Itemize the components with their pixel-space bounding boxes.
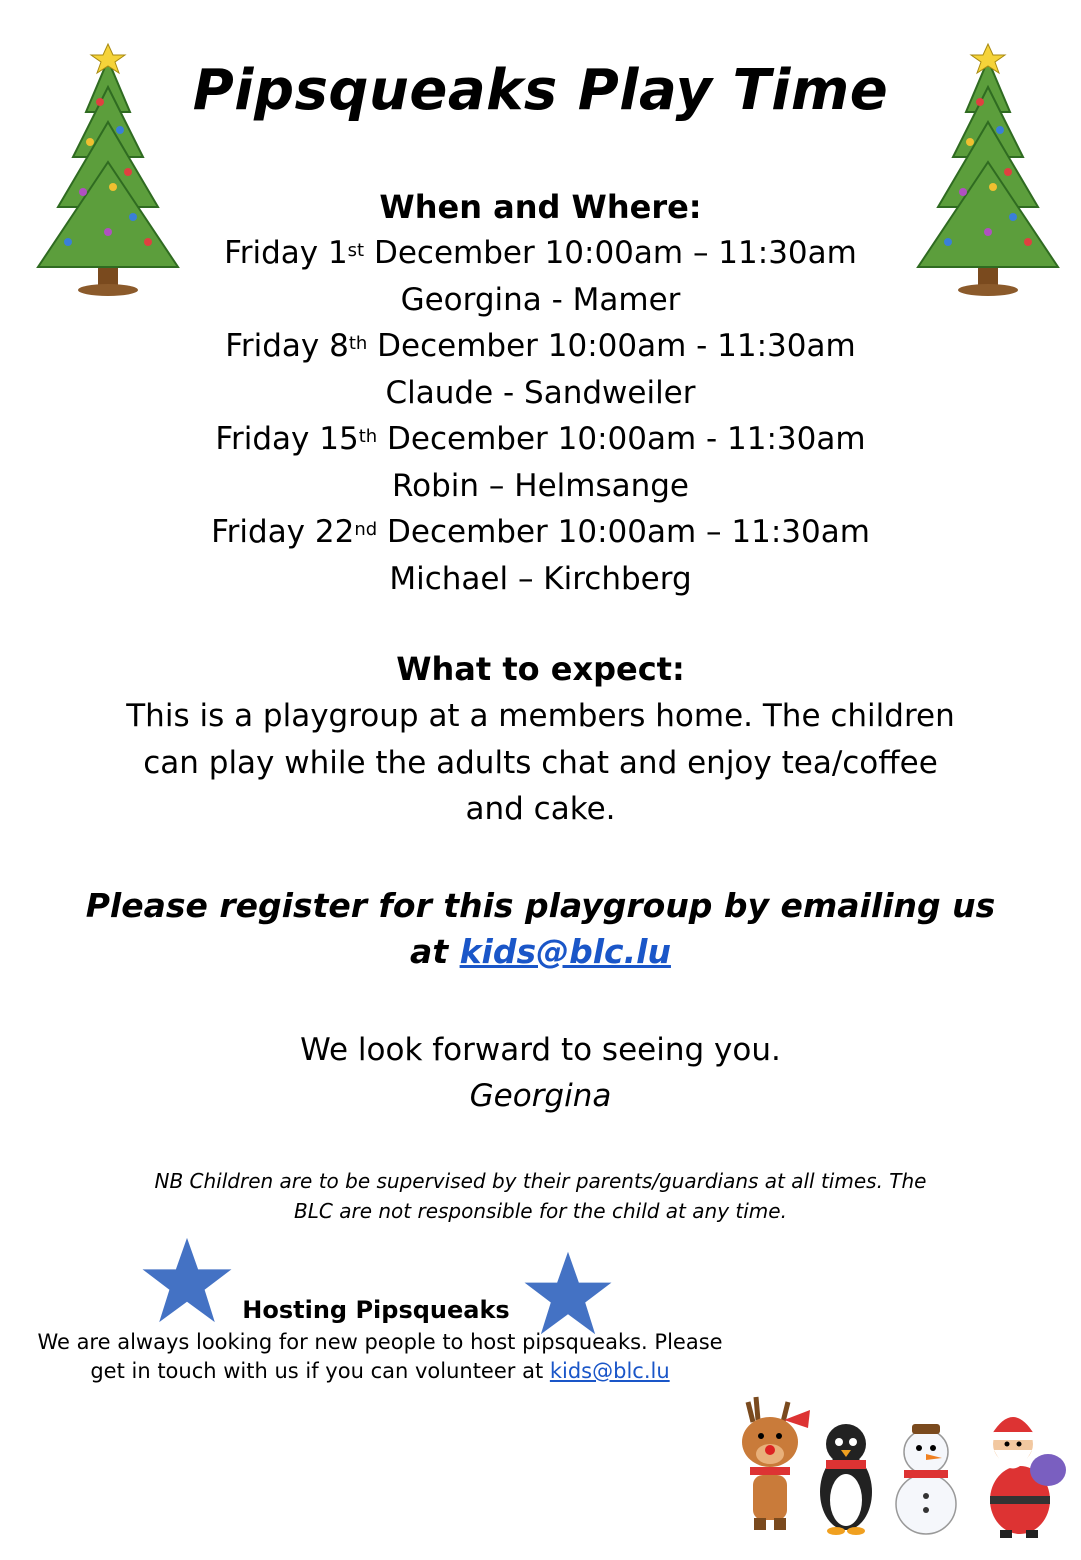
christmas-characters-image: [728, 1392, 1068, 1542]
hosting-heading: Hosting Pipsqueaks: [242, 1296, 510, 1324]
register-line: at kids@blc.lu: [410, 932, 671, 971]
register-note: [0, 883, 1081, 975]
nb-disclaimer: [0, 1166, 1081, 1226]
reindeer-icon: [742, 1397, 810, 1530]
when-where-heading: When and Where:: [379, 188, 702, 226]
session-date: Friday 15th December 10:00am - 11:30am: [215, 421, 866, 457]
session-host: Claude - Sandweiler: [385, 374, 696, 411]
signature: Georgina: [469, 1078, 612, 1114]
register-email-link[interactable]: kids@blc.lu: [459, 932, 671, 971]
santa-icon: [990, 1417, 1066, 1538]
snowman-icon: [896, 1424, 956, 1534]
session-date: Friday 1st December 10:00am – 11:30am: [224, 235, 857, 271]
schedule-list: [0, 230, 1081, 602]
expect-body: [0, 693, 1081, 833]
expect-line: This is a playgroup at a members home. The children: [126, 698, 955, 734]
expect-line: can play while the adults chat and enjoy tea/coffee: [143, 744, 938, 781]
closing-line: We look forward to seeing you.: [300, 1032, 781, 1068]
nb-line: NB Children are to be supervised by their parents/guardians at all times. The: [154, 1169, 927, 1193]
hosting-body: [0, 1328, 760, 1386]
nb-line: BLC are not responsible for the child at any time.: [294, 1199, 787, 1223]
session-host: Robin – Helmsange: [392, 467, 689, 504]
hosting-line: get in touch with us if you can volunteer at kids@blc.lu: [90, 1359, 670, 1383]
hosting-line: We are always looking for new people to host pipsqueaks. Please: [37, 1330, 723, 1354]
penguin-icon: [820, 1424, 872, 1535]
hosting-email-link[interactable]: kids@blc.lu: [549, 1359, 670, 1383]
session-date: Friday 22nd December 10:00am – 11:30am: [211, 514, 870, 550]
session-date: Friday 8th December 10:00am - 11:30am: [225, 328, 856, 364]
register-line: Please register for this playgroup by emailing us: [85, 886, 996, 925]
session-host: Georgina - Mamer: [400, 281, 681, 318]
expect-heading: What to expect:: [396, 650, 685, 688]
session-host: Michael – Kirchberg: [389, 560, 692, 597]
page-title: Pipsqueaks Play Time: [192, 58, 889, 123]
expect-line: and cake.: [465, 791, 616, 827]
